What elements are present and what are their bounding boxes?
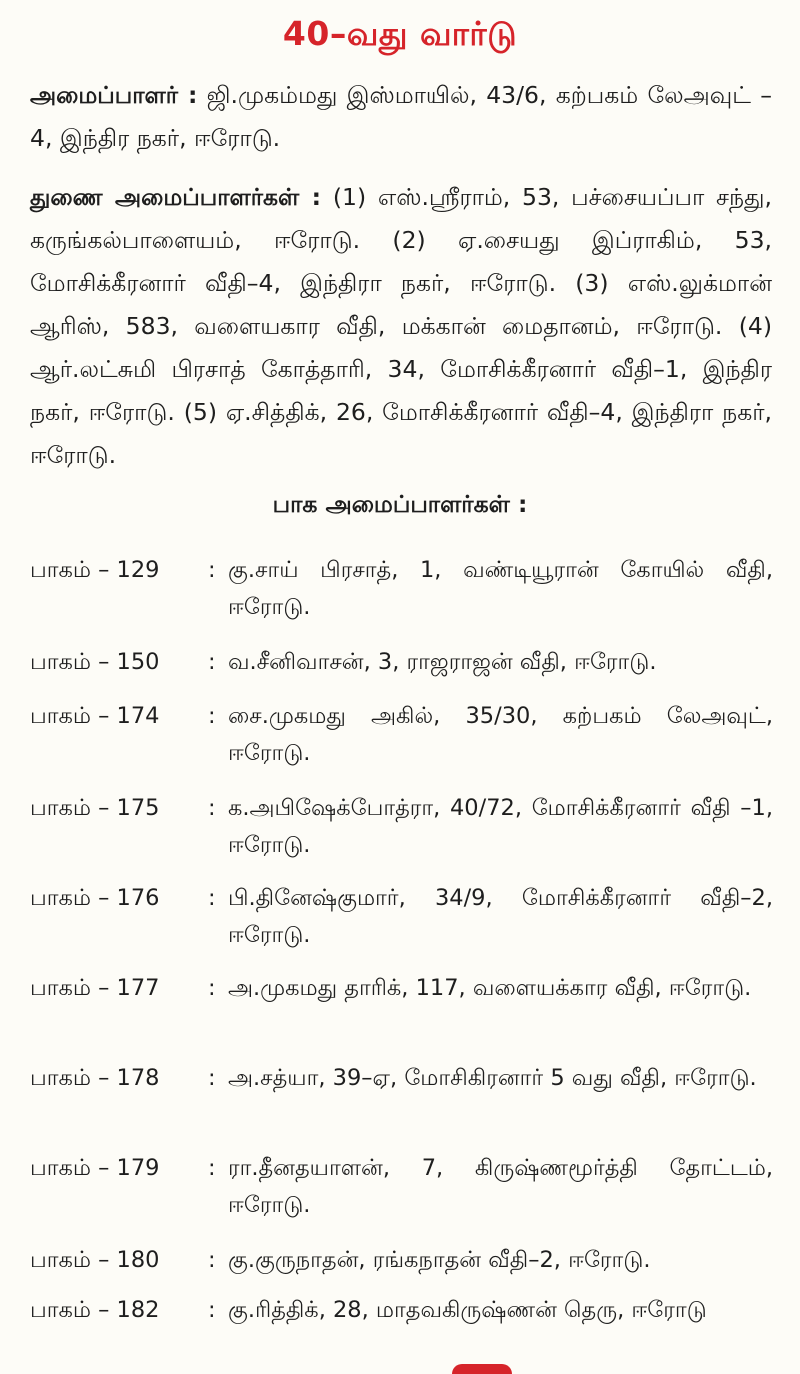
booth-text: கு.குருநாதன், ரங்கநாதன் வீதி–2, ஈரோடு.: [228, 1247, 651, 1273]
booth-colon: :: [208, 1155, 216, 1181]
booth-label: பாகம் – 129: [30, 557, 160, 583]
booth-label: பாகம் – 179: [30, 1155, 160, 1181]
booth-label: பாகம் – 176: [30, 885, 160, 911]
booth-text: பி.தினேஷ்குமார், 34/9, மோசிக்கீரனார் வீதி–2, ஈரோடு.: [228, 885, 773, 948]
booth-text: கு.சாய் பிரசாத், 1, வண்டியூரான் கோயில் வீதி, ஈரோடு.: [228, 557, 773, 620]
booth-text: ரா.தீனதயாளன், 7, கிருஷ்ணமூர்த்தி தோட்டம், ஈரோடு.: [228, 1155, 773, 1218]
booth-label: பாகம் – 182: [30, 1297, 160, 1323]
booth-label: பாகம் – 178: [30, 1065, 160, 1091]
ward-title: 40–வது வார்டு: [282, 14, 518, 53]
booth-colon: :: [208, 975, 216, 1001]
booth-text: கு.ரித்திக், 28, மாதவகிருஷ்ணன் தெரு, ஈரோடு: [228, 1297, 707, 1323]
booth-label: பாகம் – 150: [30, 649, 160, 675]
booth-text: வ.சீனிவாசன், 3, ராஜராஜன் வீதி, ஈரோடு.: [228, 649, 657, 675]
deputy-organizers-text: (1) எஸ்.ஸ்ரீராம், 53, பச்சையப்பா சந்து, கருங்கல்பாளையம், ஈரோடு. (2) ஏ.சையது இப்ராகிம், 53, மோசிக்கீரனார் வீதி–4, இந்திரா நகர், ஈரோடு. (3) எஸ்.லுக்மான் ஆரிஸ், 583, வளையகார வீதி, மக்கான் மைதானம், ஈரோடு. (4) ஆர்.லட்சுமி பிரசாத் கோத்தாரி, 34, மோசிக்கீரனார் வீதி–1, இந்திர நகர், ஈரோடு. (5) ஏ.சித்திக், 26, மோசிக்கீரனார் வீதி–4, இந்திரா நகர், ஈரோடு.: [30, 183, 772, 469]
organizer-text: ஜி.முகம்மது இஸ்மாயில், 43/6, கற்பகம் லேஅவுட் – 4, இந்திர நகர், ஈரோடு.: [30, 81, 772, 152]
booth-label: பாகம் – 177: [30, 975, 160, 1001]
booth-colon: :: [208, 1065, 216, 1091]
booth-organizers-heading: பாக அமைப்பாளர்கள் :: [272, 490, 528, 518]
deputy-organizers-label: துணை அமைப்பாளர்கள் :: [30, 183, 322, 211]
booth-text: சை.முகமது அகில், 35/30, கற்பகம் லேஅவுட், ஈரோடு.: [228, 703, 773, 766]
organizer-label: அமைப்பாளர் :: [30, 81, 198, 109]
booth-colon: :: [208, 649, 216, 675]
deputy-organizers-paragraph: [30, 176, 772, 477]
booth-colon: :: [208, 885, 216, 911]
booth-text: க.அபிஷேக்போத்ரா, 40/72, மோசிக்கீரனார் வீதி –1, ஈரோடு.: [228, 795, 773, 858]
booth-colon: :: [208, 1247, 216, 1273]
booth-colon: :: [208, 703, 216, 729]
booth-label: பாகம் – 174: [30, 703, 160, 729]
next-heading-fragment: [452, 1364, 512, 1374]
booth-colon: :: [208, 1297, 216, 1323]
organizer-paragraph: [30, 74, 772, 160]
booth-label: பாகம் – 180: [30, 1247, 160, 1273]
booth-label: பாகம் – 175: [30, 795, 160, 821]
booth-colon: :: [208, 795, 216, 821]
booth-text: அ.முகமது தாரிக், 117, வளையக்கார வீதி, ஈரோடு.: [228, 975, 752, 1001]
booth-colon: :: [208, 557, 216, 583]
booth-text: அ.சத்யா, 39–ஏ, மோசிகிரனார் 5 வது வீதி, ஈரோடு.: [228, 1065, 757, 1091]
